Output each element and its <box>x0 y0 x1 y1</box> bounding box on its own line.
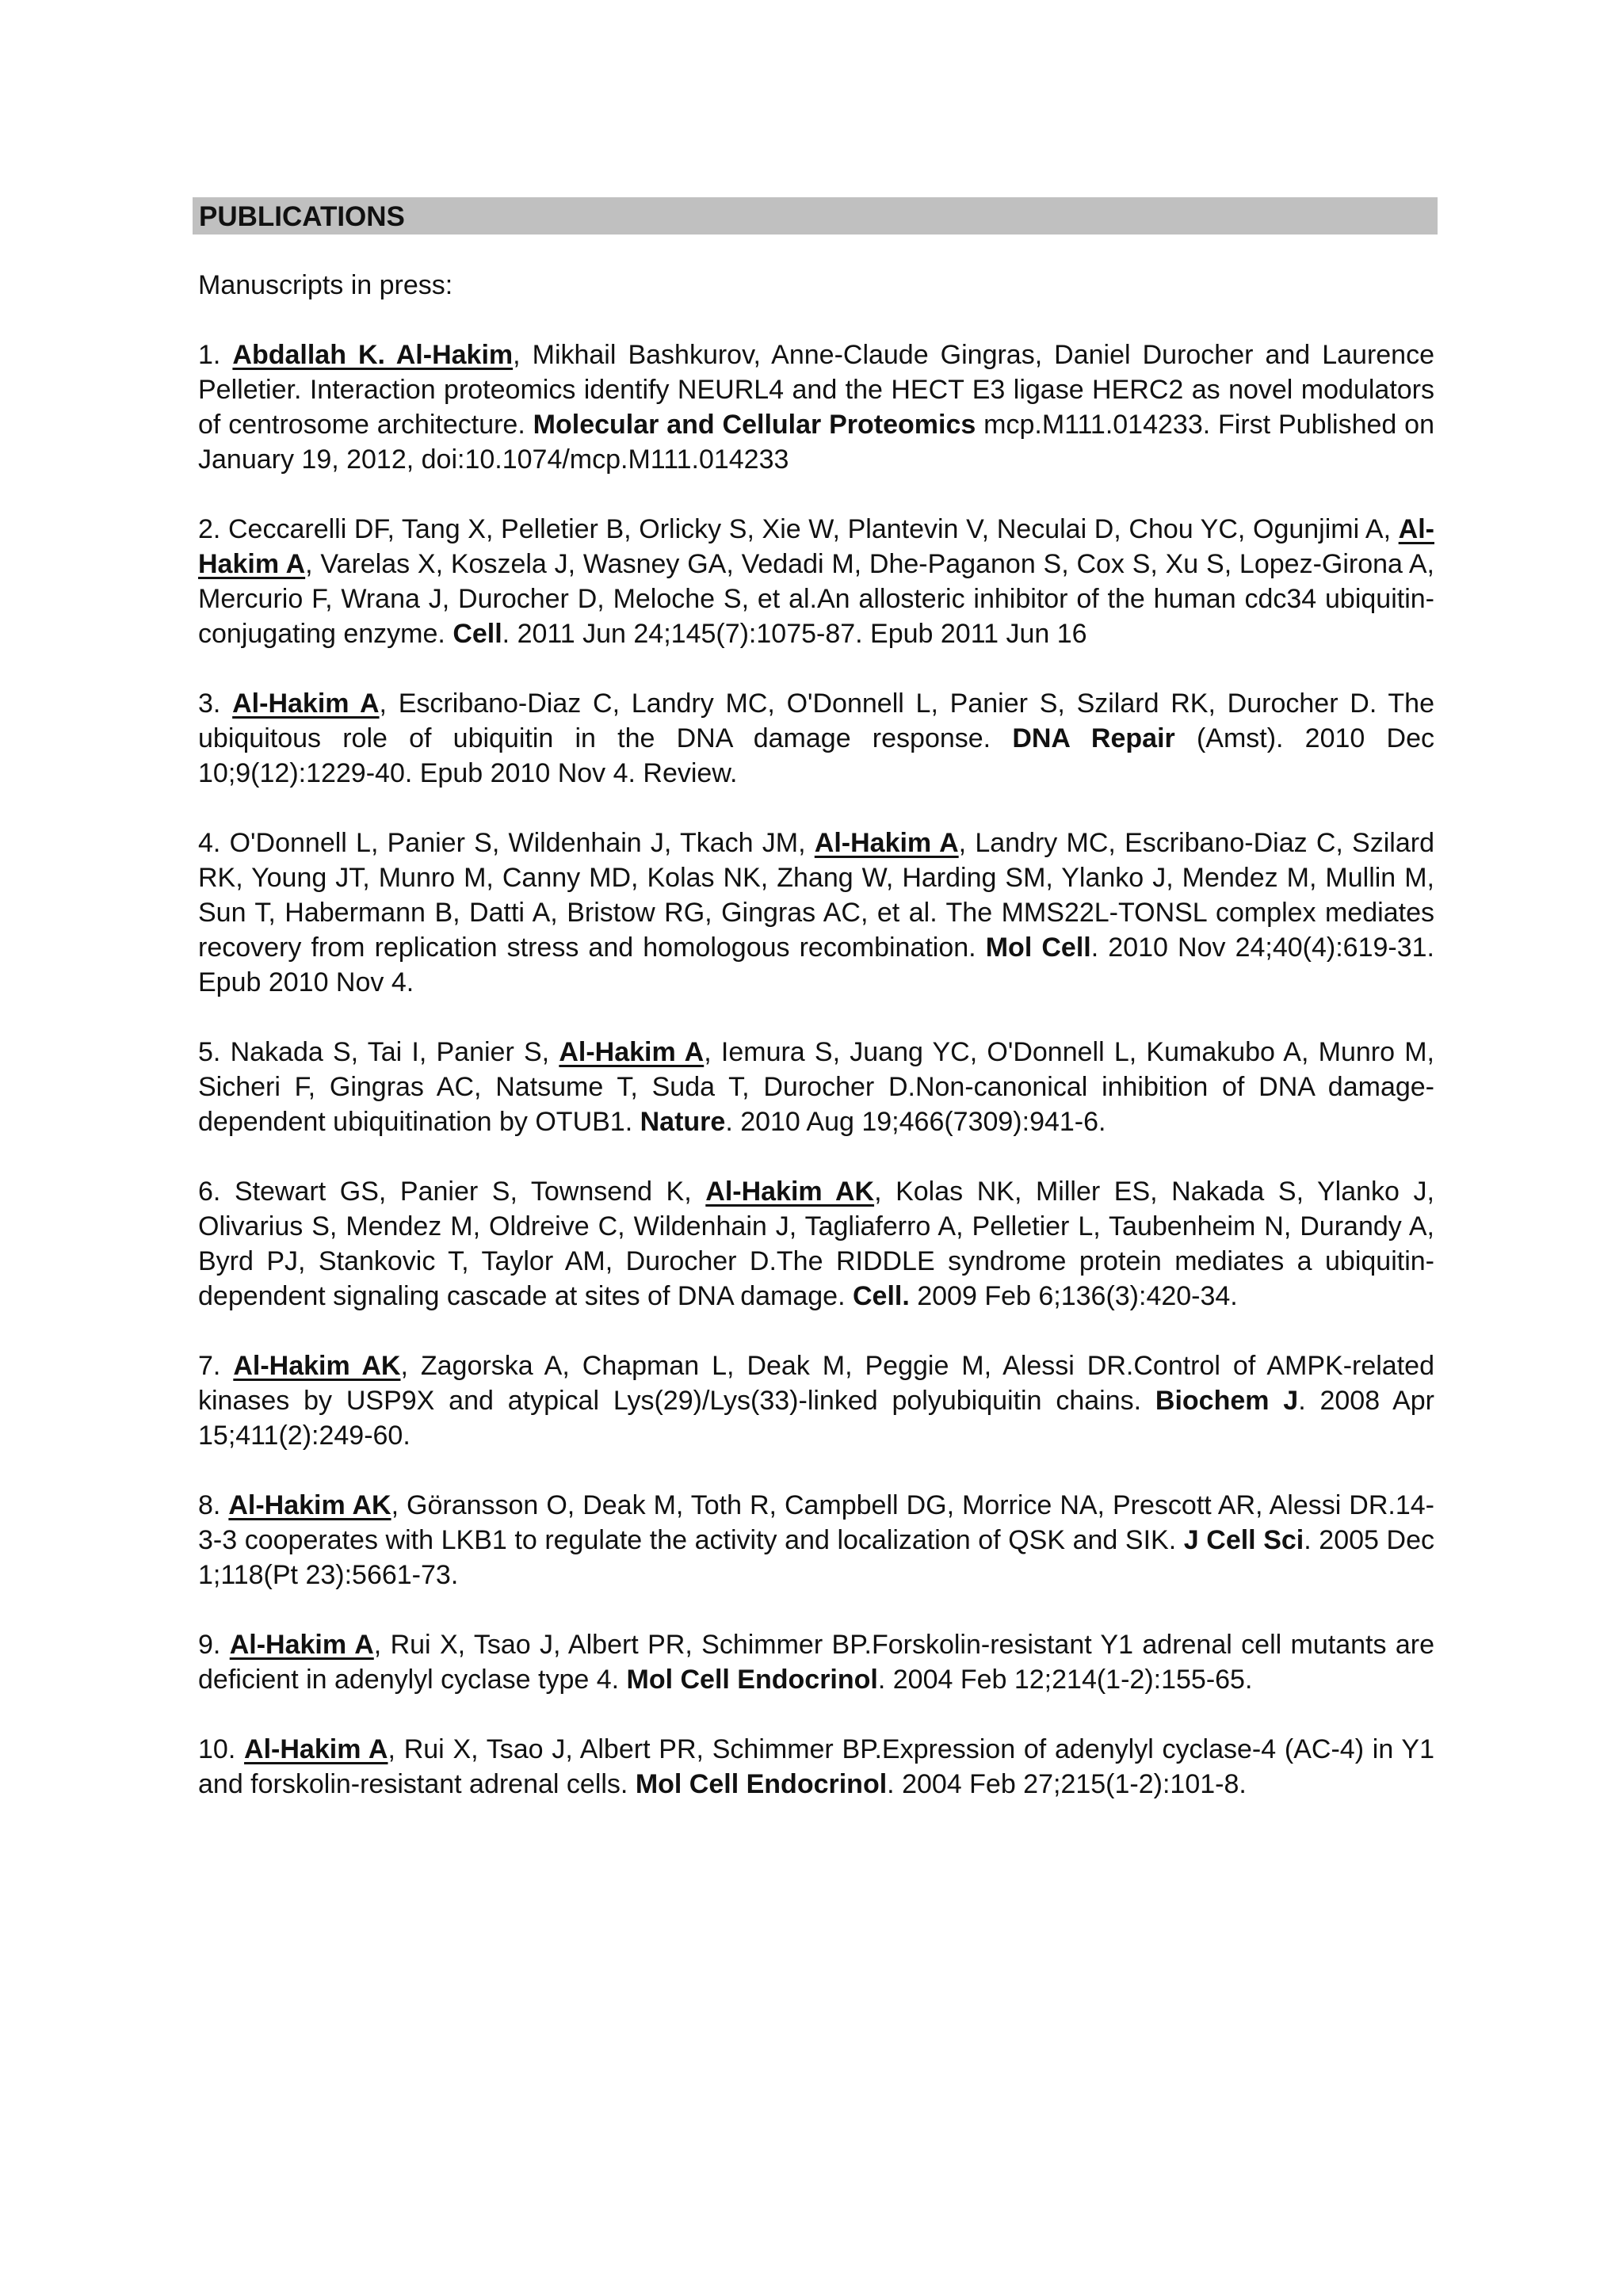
publications-content <box>198 268 1434 1836</box>
self-author: Al-Hakim A <box>198 514 1434 579</box>
self-author: Abdallah K. Al-Hakim <box>232 340 514 370</box>
publication-body: , Kolas NK, Miller ES, Nakada S, Ylanko J, Olivarius S, Mendez M, Oldreive C, Wildenhain J, Tagliaferro A, Pelletier L, Taubenheim N, Durandy A, Byrd PJ, Stankovic T, Taylor AM, Durocher D.The RIDDLE syndrome protein mediates a ubiquitin-dependent signaling cascade at sites of DNA damage. <box>198 1177 1434 1311</box>
publication-number: 4. <box>198 828 221 858</box>
publication-citation: mcp.M111.014233. First Published on January 19, 2012, doi:10.1074/mcp.M111.014233 <box>198 410 1434 475</box>
journal-name: Biochem J <box>1155 1386 1299 1416</box>
publication-item <box>198 1488 1434 1592</box>
publication-body: , Iemura S, Juang YC, O'Donnell L, Kumakubo A, Munro M, Sicheri F, Gingras AC, Natsume T, Suda T, Durocher D.Non-canonical inhibition of DNA damage-dependent ubiquitination by OTUB1. <box>198 1037 1435 1137</box>
publication-authors-pre: Ceccarelli DF, Tang X, Pelletier B, Orlicky S, Xie W, Plantevin V, Neculai D, Chou YC, Ogunjimi A, <box>228 514 1399 544</box>
publication-body: , Rui X, Tsao J, Albert PR, Schimmer BP.Expression of adenylyl cyclase-4 (AC-4) in Y1 and forskolin-resistant adrenal cells. <box>198 1734 1434 1799</box>
publication-citation: . 2004 Feb 12;214(1-2):155-65. <box>877 1665 1253 1695</box>
publication-item <box>198 686 1434 791</box>
publication-body: , Escribano-Diaz C, Landry MC, O'Donnell L, Panier S, Szilard RK, Durocher D. The ubiquitous role of ubiquitin in the DNA damage response. <box>198 688 1434 753</box>
journal-name: Cell <box>453 619 502 649</box>
publication-number: 1. <box>198 340 221 370</box>
publication-item <box>198 1348 1434 1453</box>
publication-item <box>198 1035 1434 1139</box>
self-author: Al-Hakim A <box>232 688 380 719</box>
publication-number: 3. <box>198 688 221 719</box>
journal-name: J Cell Sci <box>1183 1525 1304 1555</box>
publication-item <box>198 338 1434 477</box>
journal-name: DNA Repair <box>1012 723 1175 753</box>
publication-number: 9. <box>198 1630 221 1660</box>
publication-number: 6. <box>198 1177 221 1207</box>
publication-citation: 2009 Feb 6;136(3):420-34. <box>909 1281 1238 1311</box>
publication-citation: . 2005 Dec 1;118(Pt 23):5661-73. <box>198 1525 1434 1590</box>
publication-item <box>198 1627 1434 1697</box>
publication-authors-pre: O'Donnell L, Panier S, Wildenhain J, Tkach JM, <box>229 828 815 858</box>
publication-body: , Mikhail Bashkurov, Anne-Claude Gingras, Daniel Durocher and Laurence Pelletier. Interaction proteomics identify NEURL4 and the HECT E3 ligase HERC2 as novel modulators of centrosome architecture. <box>198 340 1434 440</box>
publication-body: , Rui X, Tsao J, Albert PR, Schimmer BP.Forskolin-resistant Y1 adrenal cell mutants are deficient in adenylyl cyclase type 4. <box>198 1630 1434 1695</box>
journal-name: Nature <box>640 1107 726 1137</box>
publication-citation: . 2004 Feb 27;215(1-2):101-8. <box>887 1769 1247 1799</box>
publication-number: 5. <box>198 1037 221 1067</box>
publication-citation: . 2010 Nov 24;40(4):619-31. Epub 2010 Nov 4. <box>198 933 1434 997</box>
journal-name: Molecular and Cellular Proteomics <box>533 410 976 440</box>
publication-citation: (Amst). 2010 Dec 10;9(12):1229-40. Epub 2010 Nov 4. Review. <box>198 723 1434 788</box>
publication-list <box>198 338 1434 1802</box>
publication-item <box>198 1174 1434 1314</box>
publication-authors-pre: Nakada S, Tai I, Panier S, <box>230 1037 559 1067</box>
publication-citation: . 2011 Jun 24;145(7):1075-87. Epub 2011 Jun 16 <box>502 619 1087 649</box>
publication-body: , Landry MC, Escribano-Diaz C, Szilard RK, Young JT, Munro M, Canny MD, Kolas NK, Zhang W, Harding SM, Ylanko J, Mendez M, Mullin M, Sun T, Habermann B, Datti A, Bristow RG, Gingras AC, et al. The MMS22L-TONSL complex mediates recovery from replication stress and homologous recombination. <box>198 828 1434 963</box>
publication-authors-pre: Stewart GS, Panier S, Townsend K, <box>234 1177 706 1207</box>
publication-number: 8. <box>198 1490 221 1520</box>
section-title: PUBLICATIONS <box>193 197 1438 235</box>
journal-name: Mol Cell Endocrinol <box>626 1665 878 1695</box>
journal-name: Cell. <box>852 1281 910 1311</box>
publication-body: , Göransson O, Deak M, Toth R, Campbell DG, Morrice NA, Prescott AR, Alessi DR.14-3-3 cooperates with LKB1 to regulate the activity and localization of QSK and SIK. <box>198 1490 1434 1555</box>
self-author: Al-Hakim AK <box>228 1490 391 1520</box>
self-author: Al-Hakim AK <box>705 1177 875 1207</box>
self-author: Al-Hakim A <box>229 1630 374 1660</box>
publication-body: , Varelas X, Koszela J, Wasney GA, Vedadi M, Dhe-Paganon S, Cox S, Xu S, Lopez-Girona A, Mercurio F, Wrana J, Durocher D, Meloche S, et al.An allosteric inhibitor of the human cdc34 ubiquitin-conjugating enzyme. <box>198 549 1434 649</box>
self-author: Al-Hakim A <box>244 1734 388 1764</box>
publication-number: 10. <box>198 1734 236 1764</box>
publication-item <box>198 826 1434 1000</box>
self-author: Al-Hakim A <box>814 828 959 858</box>
publication-citation: . 2010 Aug 19;466(7309):941-6. <box>725 1107 1106 1137</box>
publication-body: , Zagorska A, Chapman L, Deak M, Peggie M, Alessi DR.Control of AMPK-related kinases by USP9X and atypical Lys(29)/Lys(33)-linked polyubiquitin chains. <box>198 1351 1434 1416</box>
self-author: Al-Hakim A <box>559 1037 705 1067</box>
self-author: Al-Hakim AK <box>233 1351 401 1381</box>
publication-number: 7. <box>198 1351 221 1381</box>
subtitle: Manuscripts in press: <box>198 270 453 300</box>
journal-name: Mol Cell <box>985 933 1091 963</box>
publication-citation: . 2008 Apr 15;411(2):249-60. <box>198 1386 1434 1451</box>
publication-item <box>198 1732 1434 1802</box>
journal-name: Mol Cell Endocrinol <box>635 1769 888 1799</box>
publication-item <box>198 512 1434 651</box>
publication-number: 2. <box>198 514 221 544</box>
